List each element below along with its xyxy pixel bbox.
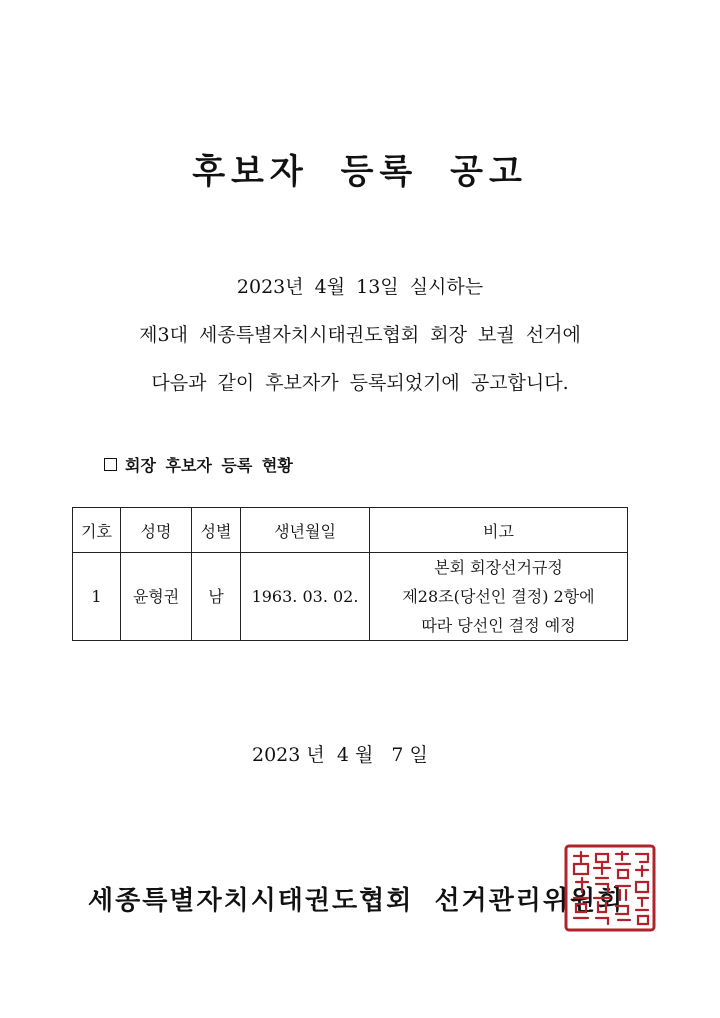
intro-line-1: 2023년 4월 13일 실시하는 (236, 276, 484, 298)
section-heading-label: 회장 후보자 등록 현황 (125, 456, 293, 475)
table-header-row (73, 508, 628, 553)
note-line-3: 따라 당선인 결정 예정 (421, 616, 576, 635)
table-row (73, 553, 628, 641)
header-name: 성명 (121, 508, 192, 553)
intro-line-2: 제3대 세종특별자치시태권도협회 회장 보궐 선거에 (139, 324, 581, 346)
header-sex: 성별 (192, 508, 241, 553)
cell-name: 윤형권 (121, 553, 192, 641)
cell-number: 1 (73, 553, 121, 641)
note-line-2: 제28조(당선인 결정) 2항에 (402, 587, 595, 606)
header-birth: 생년월일 (241, 508, 370, 553)
checkbox-icon (104, 458, 117, 471)
organization-name: 세종특별자치시태권도협회 선거관리위원회 (88, 886, 625, 916)
cell-sex: 남 (192, 553, 241, 641)
official-seal (562, 842, 658, 934)
header-note: 비고 (370, 508, 628, 553)
document-title: 후보자 등록 공고 (192, 152, 528, 192)
announcement-date: 2023 년 4 월 7 일 (252, 744, 428, 766)
section-heading (104, 453, 293, 476)
header-number: 기호 (73, 508, 121, 553)
intro-line-3: 다음과 같이 후보자가 등록되었기에 공고합니다. (151, 372, 569, 394)
cell-birth: 1963. 03. 02. (241, 553, 370, 641)
note-line-1: 본회 회장선거규정 (434, 558, 563, 577)
candidate-table (72, 507, 628, 641)
cell-note (370, 553, 628, 641)
